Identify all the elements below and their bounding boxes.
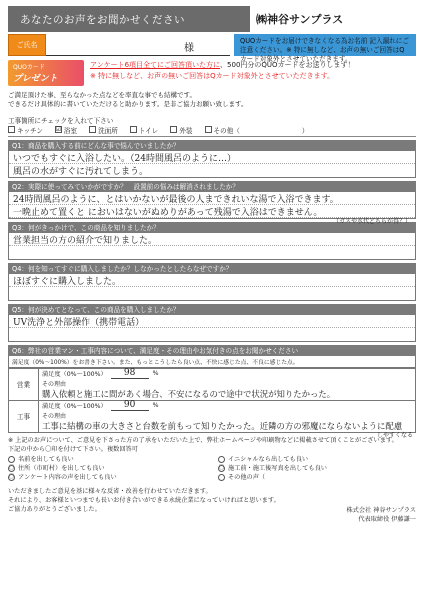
answer-line: ほぼすぐに購入しました。	[9, 274, 415, 287]
option-initial[interactable]: イニシャルなら出しても良い	[218, 455, 416, 464]
work-kind-washroom[interactable]: 洗面所	[89, 125, 118, 135]
answer-box[interactable]	[8, 315, 416, 342]
footer-sub: 下記の中から〇印を付けて下さい。複数回答可	[8, 445, 138, 453]
option-photos[interactable]: 〇 施工前・施工後写真を出しても良い	[218, 464, 327, 472]
answer-line	[9, 328, 415, 341]
checkbox[interactable]	[8, 126, 15, 133]
badge-main: プレゼント	[13, 74, 58, 84]
table-row	[9, 400, 416, 432]
category-construction: 工事	[9, 400, 39, 432]
question-heading: Q1：商品を購入する前にどんな事で悩んでいましたか？	[8, 140, 416, 151]
table-row	[9, 368, 416, 400]
option-name[interactable]: 名前を出しても良い	[8, 455, 206, 464]
honorific: 様	[184, 43, 194, 54]
answer-line: 風呂の水がすぐに汚れてしまう。	[13, 166, 149, 177]
work-kind-label: 工事箇所にチェックを入れて下さい	[8, 116, 114, 125]
question-q4	[8, 263, 416, 301]
answer-line: 24時間風呂のように、とはいかないが最後の人まできれいな湯で入浴できます。	[9, 192, 415, 205]
question-q3	[8, 222, 416, 260]
checkbox[interactable]	[205, 126, 212, 133]
answer-line: 一晩止めて置くと においはないがぬめりがあって残湯で入浴はできません。	[9, 205, 415, 218]
answer-box[interactable]	[8, 274, 416, 301]
reason-text: 工事に結構の車の大きさと台数を前もって知りたかった。近隣の方の邪魔にならないように配慮	[42, 420, 403, 431]
satisfaction-table	[8, 368, 416, 439]
page-title: あなたのお声をお聞かせください	[8, 6, 250, 32]
work-kind-toilet[interactable]: トイレ	[130, 125, 158, 135]
intro-line: ご満足頂けた事、至らなかった点などを率直な事でも結構です。	[8, 91, 196, 99]
answer-box[interactable]	[8, 192, 416, 225]
permission-options	[8, 455, 416, 482]
name-field[interactable]	[46, 34, 230, 56]
company-name: ㈱神谷サンプラス	[256, 13, 344, 26]
category-sales: 営業	[9, 368, 39, 400]
reason-label: その理由	[42, 412, 67, 420]
name-section	[8, 34, 416, 63]
work-kind-other[interactable]: その他（ ）	[205, 125, 309, 135]
reason-label: その理由	[42, 380, 67, 388]
answer-line	[9, 246, 415, 259]
rating-value: 90	[111, 400, 149, 411]
q6-subheading: 満足度（0%〜100%）をお書き下さい。また、もっとこうしたら良い点、不快に感じた点、不良に感じた点。	[8, 356, 416, 368]
answer-box[interactable]	[8, 233, 416, 260]
badge-top: QUOカード	[13, 64, 45, 71]
answer-line: 営業担当の方の紹介で知りました。	[9, 233, 415, 246]
answer-line: いつでもすぐに入浴したい。（24時間風呂のように…）	[9, 151, 415, 164]
question-q2	[8, 181, 416, 225]
answer-line	[9, 287, 415, 300]
question-heading: Q4：何を知ってすぐに購入しましたか？しなかったとしたらなぜですか？	[8, 263, 416, 274]
work-kind-row	[8, 127, 416, 137]
rating-cell[interactable]: 満足度（0%〜100%） 90 % その理由 工事に結構の車の大きさと台数を前もって知りたかった。近隣の方の邪魔にならないように配慮 しやすくなる	[39, 400, 416, 432]
rating-value: 98	[111, 368, 149, 379]
footer	[8, 437, 416, 525]
intro-text	[8, 91, 416, 110]
checkbox-checked[interactable]: ☑	[55, 125, 62, 133]
work-kind-bath[interactable]: ☑ 浴室	[55, 125, 78, 135]
question-heading: Q3：何がきっかけで、この商品を知りましたか？	[8, 222, 416, 233]
name-label: ご氏名	[8, 34, 46, 56]
closing-text: いただきましたご意見を基に様々な反省・改善を行わせていただきます。 それにより、お客様といつまでも長いお付き合いができる永続企業になっていければと思います。 ご協力ありがとうございました。	[8, 488, 280, 514]
rating-cell[interactable]: 満足度（0%〜100%） 98 % その理由 購入依頼と施工に間があく場合、不安になるので途中で状況が知りたかった。	[39, 368, 416, 400]
option-address[interactable]: 〇 住所（市町村）を出しても良い	[8, 464, 105, 472]
option-voice[interactable]: 〇 アンケート内容の声を出しても良い	[8, 473, 117, 481]
header	[8, 6, 416, 32]
checkbox[interactable]	[130, 126, 137, 133]
work-kind-exterior[interactable]: 外装	[170, 125, 192, 135]
question-q6	[8, 345, 416, 439]
answer-box[interactable]	[8, 151, 416, 178]
reason-trail: しやすくなる	[376, 431, 413, 439]
footer-intro: ※ 上記のお声について、ご意見を下さった方の了承をいただいた上で、弊社ホームページや印刷物などに掲載させて頂くことがございます。	[8, 436, 398, 444]
work-kind-kitchen[interactable]: キッチン	[8, 125, 43, 135]
intro-line: できるだけ具体的に書いていただけると助かります。是非ご協力お願い致します。	[8, 100, 248, 109]
promo-highlight: アンケート6項目全てにご回答頂いた方に	[90, 61, 221, 69]
question-q1	[8, 140, 416, 178]
promo-section	[8, 60, 416, 88]
quo-card-badge	[8, 60, 84, 86]
signature: 株式会社 神谷サンプラス 代表取締役 伊藤謙一	[346, 507, 416, 524]
question-heading: Q6：弊社の営業マン・工事内容について、満足度・その理由やお気付きの点をお聞かせください	[8, 345, 416, 356]
promo-note: ※ 特に無しなど、お声の無いご回答はQカード対象外とさせていただきます。	[90, 71, 335, 80]
promo-text	[84, 60, 416, 88]
answer-line: UV洗浄と外部操作（携帯電話）	[9, 315, 415, 328]
checkbox[interactable]	[170, 126, 177, 133]
option-other[interactable]: その他の声（	[218, 473, 416, 482]
checkbox[interactable]	[89, 126, 96, 133]
question-q5	[8, 304, 416, 342]
question-heading: Q5：何が決めてとなって、この商品を購入しましたか？	[8, 304, 416, 315]
promo-rest: 、500円分のQUOカードをお送りします！	[220, 61, 355, 69]
answer-note: （ガスや水代どちらが得？）	[332, 217, 411, 225]
quo-notice: QUOカードをお届けできなくなる為お名前 記入漏れにご注意ください。※ 特に無しなど、お声の無いご回答はQカード対象外とさせていただきます。	[234, 34, 416, 56]
question-heading: Q2：実際に使ってみていかがですか？ 設置前の悩みは解消されましたか？	[8, 181, 416, 192]
reason-text: 購入依頼と施工に間があく場合、不安になるので途中で状況が知りたかった。	[42, 388, 336, 399]
